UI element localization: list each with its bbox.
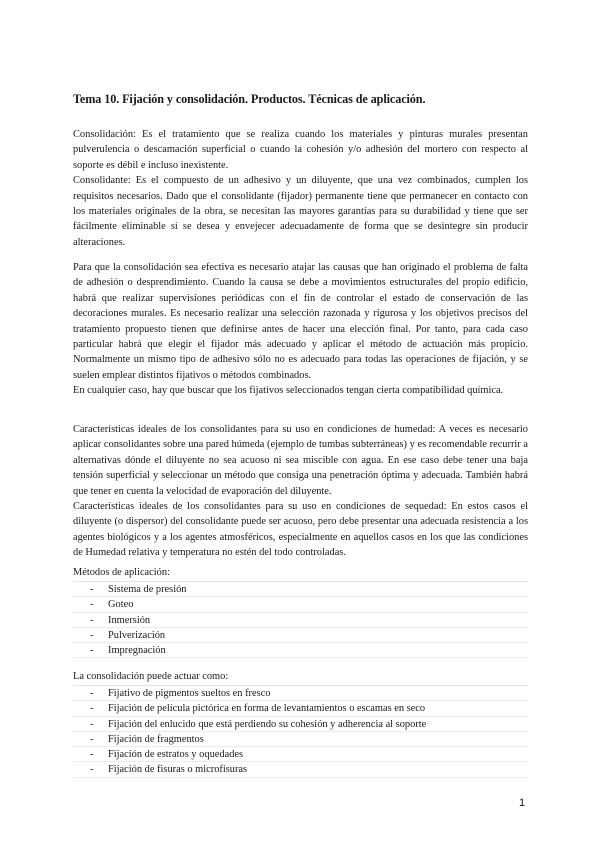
humidity-characteristics-paragraph: Características ideales de los consolidantes para su uso en condiciones de humedad: A veces es necesario aplicar consolidantes sobre una pared húmeda (ejemplo de tumbas subterráneas) y es recomendable recurrir a alternativas dónde el diluyente no sea acuoso ni sea miscible con agua. En ese caso debe tener una baja tensión superficial y seleccionar un método que consiga una penetración óptima y adecuada. También habrá que tener en cuenta la velocidad de evaporación del diluyente. [73, 424, 528, 497]
definitions-section [73, 127, 528, 250]
list-item: - Inmersión [73, 613, 528, 628]
effectiveness-paragraph: Para que la consolidación sea efectiva es necesario atajar las causas que han originado el problema de falta de adhesión o desprendimiento. Cuando la causa se debe a movimientos estructurales del propio edificio, habrá que realizar supervisiones periódicas con el fin de controlar el estado de conservación de las decoraciones murales. Es necesario realizar una selección razonada y rigurosa y los objetivos precisos del tratamiento propuesto tienen que definirse antes de hacer una elección final. Por tanto, para cada caso particular habrá que elegir el fijador más adecuado y aplicar el método de actuación más propicio. Normalmente un mismo tipo de adhesivo sólo no es adecuado para todas las operaciones de fijación, y se suelen emplear distintos fijativos o métodos combinados. [73, 262, 528, 381]
list-dash: - [90, 718, 94, 730]
list-item: - Goteo [73, 597, 528, 612]
ideal-characteristics-section [73, 422, 528, 561]
compatibility-paragraph: En cualquier caso, hay que buscar que los fijativos seleccionados tengan cierta compatibilidad química. [73, 385, 504, 397]
list-item: - Fijación de fragmentos [73, 732, 528, 747]
list-dash: - [90, 703, 94, 715]
list-item: - Fijativo de pigmentos sueltos en fresco [73, 686, 528, 701]
list-dash: - [90, 645, 94, 657]
list-dash: - [90, 749, 94, 761]
consolidation-uses-heading: La consolidación puede actuar como: [73, 671, 229, 682]
list-item: - Pulverización [73, 628, 528, 643]
list-item: - Impregnación [73, 643, 528, 658]
page-title: Tema 10. Fijación y consolidación. Productos. Técnicas de aplicación. [73, 92, 426, 106]
dryness-characteristics-paragraph: Características ideales de los consolidantes para su uso en condiciones de sequedad: En estos casos el diluyente (o dispersor) del consolidante puede ser acuoso, pero debe presentar una adecuada resistencia a los agentes biológicos y a los agentes atmosféricos, especialmente en aquellos casos en los que las condiciones de Humedad relativa y temperatura no estén del todo controladas. [73, 501, 528, 559]
methods-list [73, 582, 528, 658]
list-item: - Fijación de fisuras o microfisuras [73, 762, 528, 777]
list-dash: - [90, 584, 94, 595]
page-number: 1 [519, 797, 526, 809]
list-dash: - [90, 629, 94, 641]
list-dash: - [90, 614, 94, 626]
effectiveness-section [73, 260, 528, 399]
consolidant-definition: Consolidante: Es el compuesto de un adhesivo y un diluyente, que una vez combinados, cumplen los requisitos necesarios. Dado que el consolidante (fijador) permanente tiene que permanecer en contacto con los materiales originales de la obra, se necesitan las mayores garantías para su durabilidad y tiene que ser fácilmente eliminable si se desea y envejecer adecuadamente de forma que se desintegre sin producir alteraciones. [73, 175, 528, 248]
methods-heading: Métodos de aplicación: [73, 567, 170, 578]
list-dash: - [90, 688, 94, 699]
consolidation-uses-list [73, 686, 528, 778]
list-dash: - [90, 599, 94, 611]
list-item: - Fijación de estratos y oquedades [73, 747, 528, 762]
list-dash: - [90, 733, 94, 745]
list-item: - Fijación del enlucido que está perdiendo su cohesión y adherencia al soporte [73, 717, 528, 732]
list-item: - Fijación de película pictórica en forma de levantamientos o escamas en seco [73, 701, 528, 716]
list-item: - Sistema de presión [73, 582, 528, 597]
consolidation-definition: Consolidación: Es el tratamiento que se realiza cuando los materiales y pinturas murales presentan pulverulencia o descamación superficial o cuando la cohesión y/o adhesión del mortero con respecto al soporte es débil e incluso inexistente. [73, 129, 528, 171]
list-dash: - [90, 764, 94, 776]
